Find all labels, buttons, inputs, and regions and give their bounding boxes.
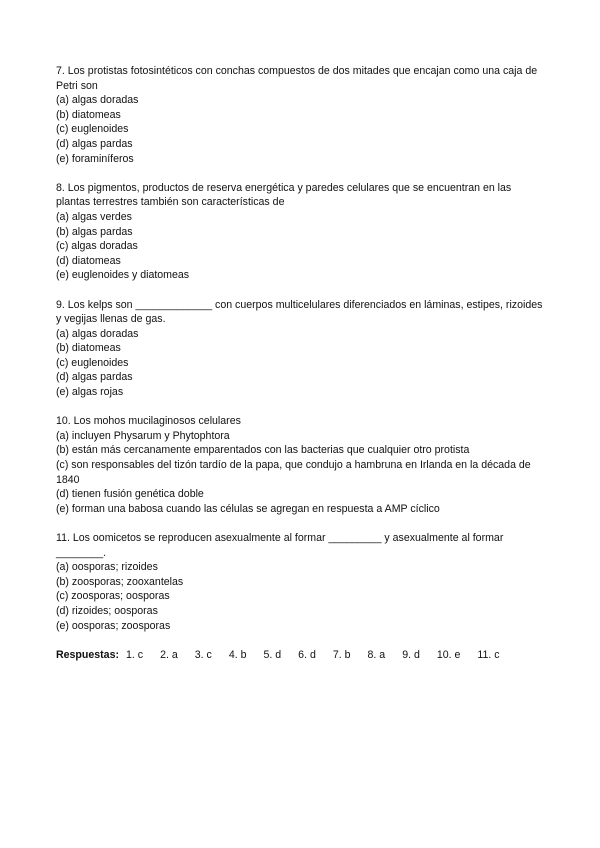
option-a: (a) algas verdes xyxy=(56,210,132,223)
option-d: (d) rizoides; oosporas xyxy=(56,604,158,617)
answer-item: 6. d xyxy=(298,648,316,661)
question-8 xyxy=(56,181,544,283)
answer-item: 8. a xyxy=(367,648,386,661)
answer-item: 5. d xyxy=(263,648,282,661)
option-c: (c) euglenoides xyxy=(56,123,129,136)
answer-item: 4. b xyxy=(228,648,247,661)
question-text: 10. Los mohos mucilaginosos celulares xyxy=(56,415,241,428)
answer-item: 3. c xyxy=(194,648,212,661)
question-text: 7. Los protistas fotosintéticos con conchas compuestos de dos mitades que encajan como una caja de Petri son xyxy=(56,65,538,92)
option-b: (b) diatomeas xyxy=(56,108,121,121)
option-c: (c) algas doradas xyxy=(56,240,138,253)
question-text: 11. Los oomicetos se reproducen asexualmente al formar _________ y asexualmente al formar ________. xyxy=(56,532,504,559)
answer-item: 10. e xyxy=(436,648,461,661)
option-d: (d) algas pardas xyxy=(56,371,133,384)
option-c: (c) son responsables del tizón tardío de la papa, que condujo a hambruna en Irlanda en la década de 1840 xyxy=(56,459,531,486)
option-b: (b) están más cercanamente emparentados con las bacterias que cualquier otro protista xyxy=(56,444,470,457)
option-b: (b) algas pardas xyxy=(56,225,133,238)
answer-item: 2. a xyxy=(160,648,178,661)
answer-key xyxy=(56,648,544,663)
answer-item: 9. d xyxy=(402,648,420,661)
option-a: (a) oosporas; rizoides xyxy=(56,561,158,574)
answer-item: 1. c xyxy=(126,648,144,661)
option-b: (b) zoosporas; zooxantelas xyxy=(56,575,184,588)
option-e: (e) algas rojas xyxy=(56,386,124,399)
question-text: 9. Los kelps son _____________ con cuerpos multicelulares diferenciados en láminas, estipes, rizoides y vegijas llenas de gas. xyxy=(56,298,543,326)
question-9 xyxy=(56,298,544,400)
question-list xyxy=(56,64,544,662)
option-a: (a) algas doradas xyxy=(56,94,139,107)
option-c: (c) euglenoides xyxy=(56,356,129,369)
option-d: (d) diatomeas xyxy=(56,254,121,267)
option-d: (d) algas pardas xyxy=(56,137,133,150)
option-a: (a) incluyen Physarum y Phytophtora xyxy=(56,429,230,442)
question-10 xyxy=(56,414,544,516)
option-d: (d) tienen fusión genética doble xyxy=(56,488,204,501)
option-e: (e) foraminíferos xyxy=(56,152,134,165)
question-7 xyxy=(56,64,544,166)
option-e: (e) forman una babosa cuando las células se agregan en respuesta a AMP cíclico xyxy=(56,502,440,515)
answer-item: 11. c xyxy=(477,648,500,661)
option-b: (b) diatomeas xyxy=(56,342,121,355)
answer-item: 7. b xyxy=(332,648,351,661)
option-c: (c) zoosporas; oosporas xyxy=(56,590,170,603)
answer-key-label: Respuestas: xyxy=(56,648,119,661)
option-a: (a) algas doradas xyxy=(56,327,139,340)
question-11 xyxy=(56,531,544,633)
question-text: 8. Los pigmentos, productos de reserva energética y paredes celulares que se encuentran en las plantas terrestres también son características de xyxy=(56,181,512,209)
option-e: (e) oosporas; zoosporas xyxy=(56,619,171,632)
option-e: (e) euglenoides y diatomeas xyxy=(56,269,190,282)
